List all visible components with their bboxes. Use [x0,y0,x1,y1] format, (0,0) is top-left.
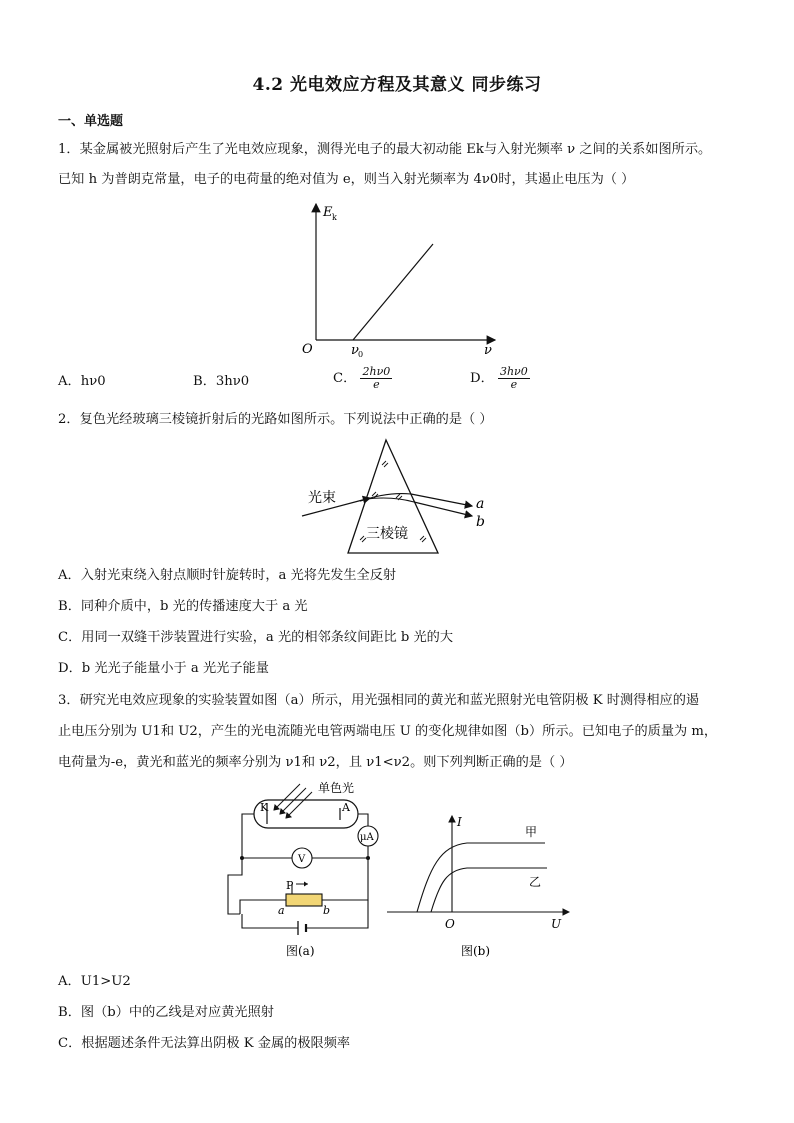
q3-x-label: U [551,917,562,931]
q1-nu0: ν [351,343,359,358]
q3-option-c[interactable]: C．根据题述条件无法算出阴极 K 金属的极限频率 [58,1036,351,1051]
q1-ek-line [353,244,433,340]
q1-option-b[interactable]: B．3hν0 [193,374,250,389]
q3-option-b[interactable]: B．图（b）中的乙线是对应黄光照射 [58,1005,274,1020]
q1-option-c-den: e [373,378,380,391]
q2-option-a[interactable]: A．入射光束绕入射点顺时针旋转时，a 光将先发生全反射 [58,568,397,583]
q3-curve-yi-label: 乙 [529,875,542,889]
q2-stem: 2．复色光经玻璃三棱镜折射后的光路如图所示。下列说法中正确的是（ ） [58,412,493,427]
q3-circuit-figure [222,780,392,960]
q3-curve-jia-label: 甲 [525,825,538,839]
q2-option-b[interactable]: B．同种介质中，b 光的传播速度大于 a 光 [58,599,308,614]
q2-option-d[interactable]: D．b 光光子能量小于 a 光光子能量 [58,661,269,676]
q3-cathode-label: K [260,801,269,814]
q1-option-c-fraction [360,366,392,391]
q3-stem-line2: 止电压分别为 U1和 U2，产生的光电流随光电管两端电压 U 的变化规律如图（b）所示。已知电子的质量为 m， [58,724,718,739]
q2-label-a: a [476,496,485,512]
q3-anode-label: A [342,801,350,814]
q3-light-label: 单色光 [318,781,355,795]
q1-option-c[interactable] [333,366,392,391]
q3-option-a[interactable]: A．U1>U2 [58,974,131,989]
q3-stem-line3: 电荷量为-e，黄光和蓝光的频率分别为 ν1和 ν2，且 ν1<ν2。则下列判断正确的是（ ） [58,755,573,770]
q1-ek-graph [295,198,505,363]
q3-wires [228,814,368,928]
q3-y-label: I [457,815,462,829]
q1-option-a[interactable]: A．hν0 [58,374,106,389]
q1-option-d-fraction [498,366,530,391]
q2-prism-label: 三棱镜 [366,526,408,542]
q3-slider-label: P [286,879,294,892]
q2-prism-figure [300,436,500,558]
q3-end-b-label: b [323,904,331,917]
q1-option-d[interactable] [470,366,530,391]
q3-fig-a-caption: 图(a) [286,944,315,958]
q1-option-c-label: C． [333,371,357,386]
q3-iv-graph [385,812,575,960]
q3-stem-line1: 3．研究光电效应现象的实验装置如图（a）所示，用光强相同的黄光和蓝光照射光电管阴极 K 时测得相应的遏 [58,693,700,708]
q2-ray-a [411,494,472,506]
section-heading: 一、单选题 [58,114,124,129]
q3-fig-b-caption: 图(b) [461,944,491,958]
q3-ammeter-label: μA [360,832,374,843]
q1-option-c-num: 2hν0 [362,365,391,378]
q1-x-label: ν [484,343,492,358]
q1-nu0-sub: 0 [358,350,364,359]
q3-curve-jia [417,843,545,912]
q3-light-rays [274,784,312,818]
q1-y-sub: k [332,213,337,222]
q2-option-c[interactable]: C．用同一双缝干涉装置进行实验，a 光的相邻条纹间距比 b 光的大 [58,630,454,645]
q3-end-a-label: a [278,904,285,917]
q2-label-b: b [476,514,485,530]
q1-stem-line2: 已知 h 为普朗克常量，电子的电荷量的绝对值为 e，则当入射光频率为 4ν0时，其遏止电压为（ ） [58,172,635,187]
page-title: 4.2 光电效应方程及其意义 同步练习 [252,75,542,95]
q1-option-d-num: 3hν0 [499,365,528,378]
q1-option-d-label: D． [470,371,494,386]
q1-y-label: E [323,205,333,220]
q2-beam-label: 光束 [308,490,336,506]
q3-rheostat [286,894,322,906]
q3-voltmeter-label: V [298,854,306,865]
q1-option-d-den: e [510,378,518,391]
q1-stem-line1: 1．某金属被光照射后产生了光电效应现象，测得光电子的最大初动能 Ek与入射光频率 ν 之间的关系如图所示。 [58,142,712,157]
q3-origin: O [445,917,455,931]
q1-origin: O [302,342,313,357]
q2-internal-ray-b [367,498,414,502]
